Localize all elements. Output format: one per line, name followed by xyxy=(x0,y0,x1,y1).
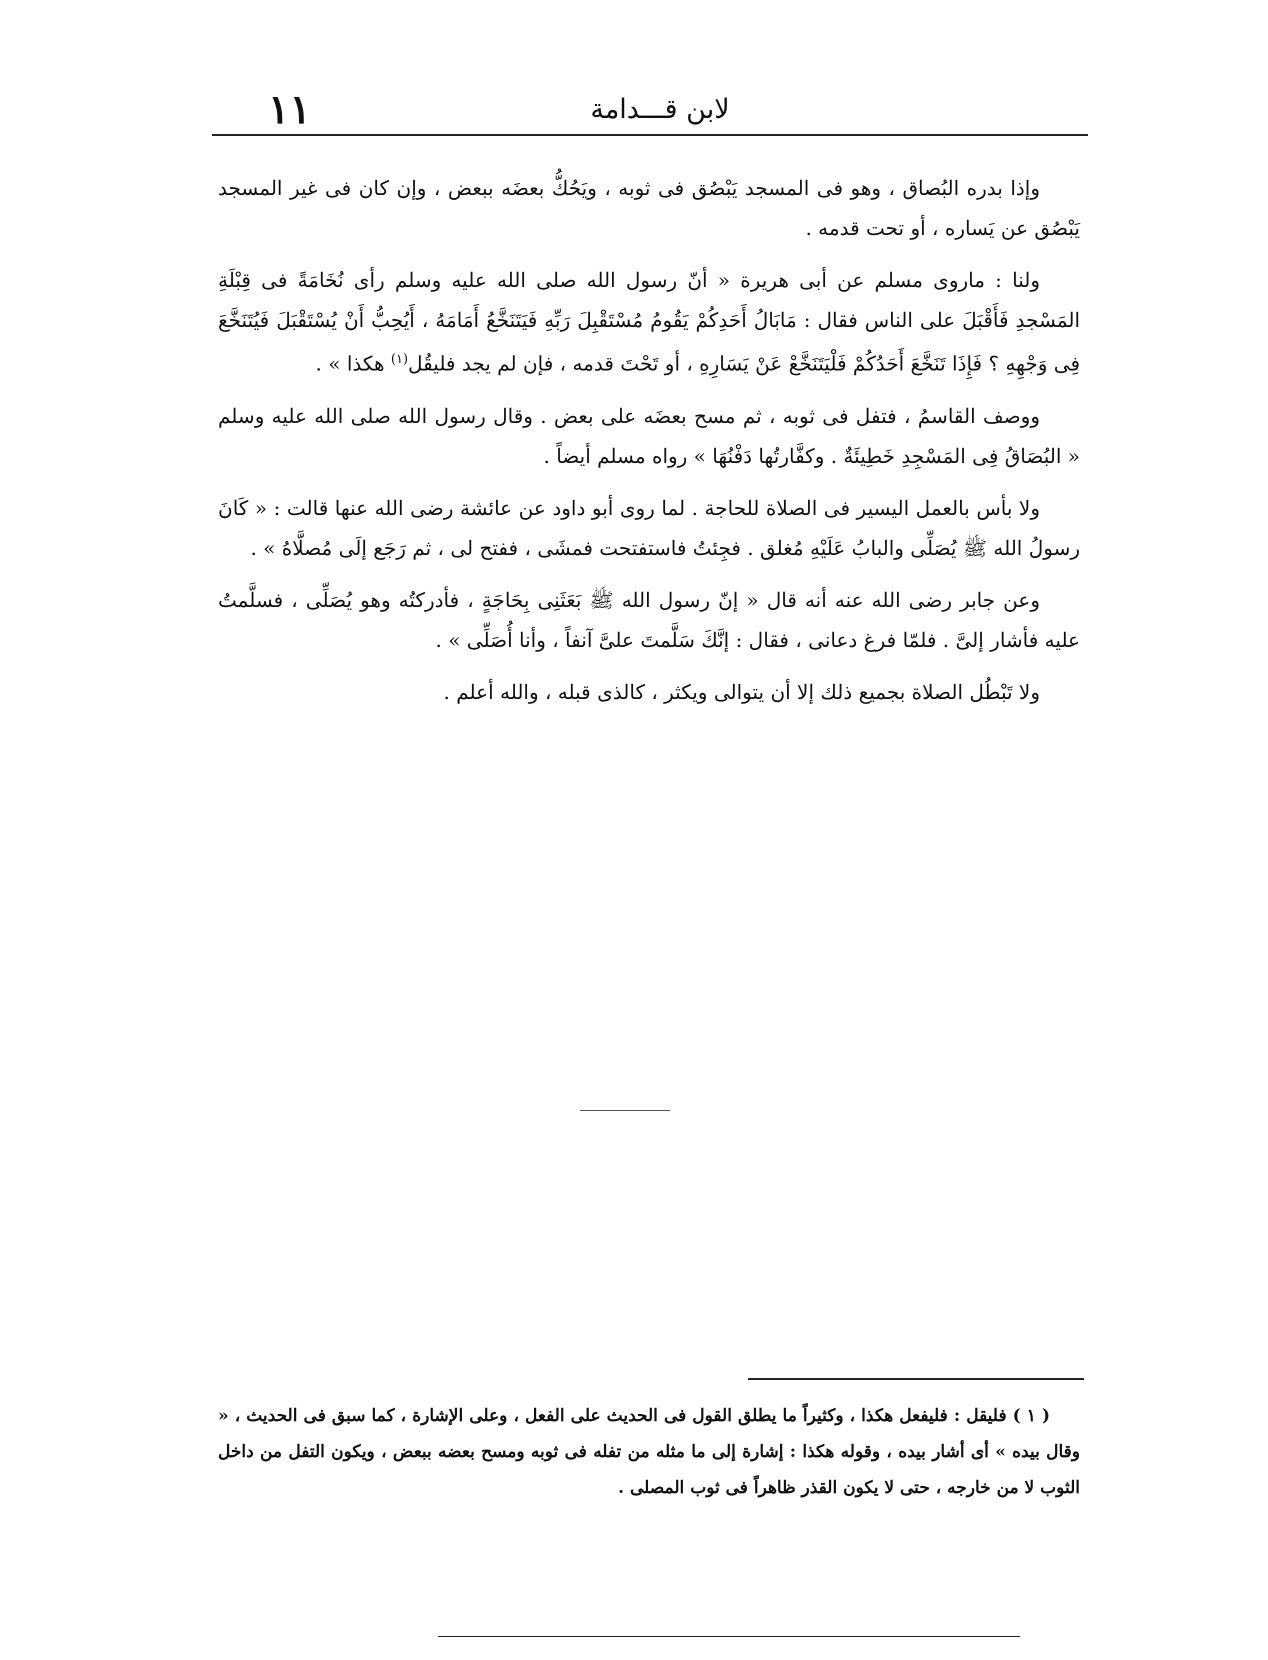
paragraph-3: ووصف القاسمُ ، فتفل فى ثوبه ، ثم مسح بعضَه على بعض . وقال رسول الله صلى الله عليه وسلم « البُصَاقُ فِى المَسْجِدِ خَطِيئَةٌ . وكفَّارتُها دَفْنُهَا » رواه مسلم أيضاً . xyxy=(218,403,1080,468)
paragraph-2 xyxy=(218,260,1080,384)
main-text xyxy=(218,168,1080,724)
bottom-rule xyxy=(438,1636,1020,1637)
paragraph-2-tail: هكذا » . xyxy=(315,351,385,376)
footnote-marker: (١) xyxy=(390,352,409,367)
running-title: لابن قـــدامة xyxy=(590,94,730,125)
header-rule xyxy=(212,134,1088,136)
paragraph-6: ولا تَبْطُل الصلاة بجميع ذلك إلا أن يتوالى ويكثر ، كالذى قبله ، والله أعلم . xyxy=(443,679,1040,704)
footnote-rule xyxy=(748,1378,1084,1380)
page-number: ١١ xyxy=(268,86,311,133)
paragraph-1: وإذا بدره البُصاق ، وهو فى المسجد يَبْصُق فى ثوبه ، ويَحُكُّ بعضَه ببعض ، وإن كان فى غير المسجد يَبْصُق عن يَساره ، أو تحت قدمه . xyxy=(218,176,1080,240)
paragraph-4: ولا بأس بالعمل اليسير فى الصلاة للحاجة . لما روى أبو داود عن عائشة رضى الله عنها قالت : « كَانَ رسولُ الله ﷺ يُصَلِّى والبابُ عَلَيْهِ مُغلق . فجِئتُ فاستفتحت فمشَى ، ففتح لى ، ثم رَجَع إلَى مُصلَّاهُ » . xyxy=(218,495,1080,560)
paragraph-5: وعن جابر رضى الله عنه أنه قال « إنّ رسول الله ﷺ بَعَثَنِى بِحَاجَةٍ ، فأدركتُه وهو يُصَلِّى ، فسلَّمتُ عليه فأشار إلىَّ . فلمّا فرغ دعانى ، فقال : إنَّكَ سَلَّمتَ علىَّ آنفاً ، وأنا أُصَلِّى » . xyxy=(218,587,1080,652)
paragraph-2-text: ولنا : ماروى مسلم عن أبى هريرة « أنّ رسول الله صلى الله عليه وسلم رأى نُخَامَةً فى قِبْلَةِ المَسْجدِ فَأَقْبَلَ على الناس فقال : مَابَالُ أَحَدِكُمْ يَقُومُ مُسْتَقْبِلَ رَبِّهِ فَيَتَنَخَّعُ أَمَامَهُ ، أَيُحِبُّ أَنْ يُسْتَقْبَلَ فَيُتَنَخَّعَ فِى وَجْهِهِ ؟ فَإِذَا تَنَخَّعَ أَحَدُكُمْ فَلْيَتَنَخَّعْ عَنْ يَسَارِهِ ، أو تَحْتَ قدمه ، فإن لم يجد فليقُل xyxy=(218,268,1080,376)
section-divider xyxy=(580,1110,670,1111)
footnote-text: ( ١ ) فليقل : فليفعل هكذا ، وكثيراً ما يطلق القول فى الحديث على الفعل ، وعلى الإشارة ، كما سبق فى الحديث ، « وقال بيده » أى أشار بيده ، وقوله هكذا : إشارة إلى ما مثله من تفله فى ثوبه ومسح بعضه ببعض ، ويكون التفل من داخل الثوب لا من خارجه ، حتى لا يكون القذر ظاهراً فى ثوب المصلى . xyxy=(218,1406,1080,1498)
footnote xyxy=(218,1398,1080,1506)
